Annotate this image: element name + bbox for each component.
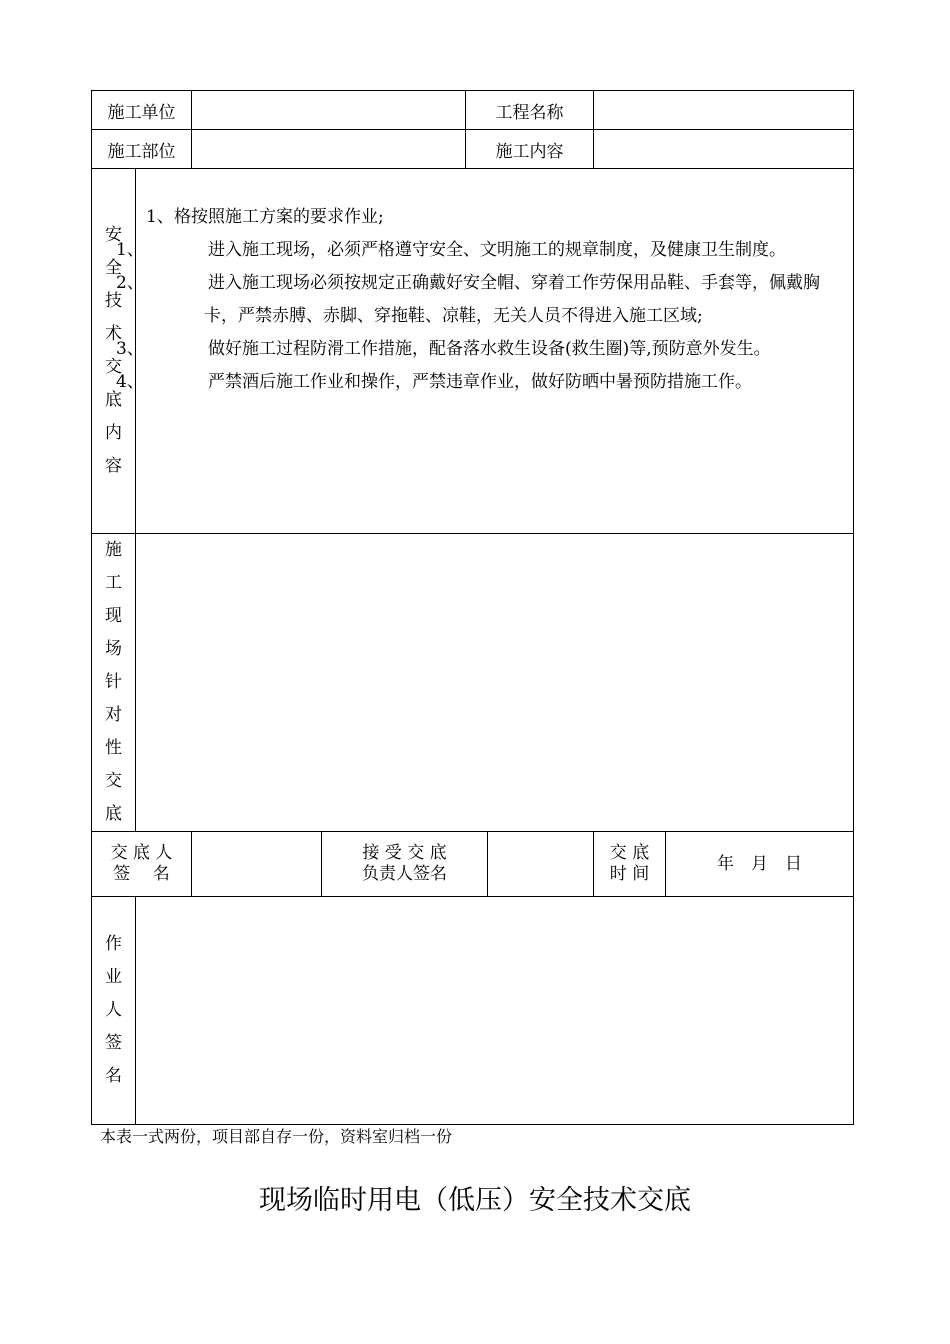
label-char: 场	[105, 639, 122, 659]
label-line: 接 受 交 底	[362, 843, 447, 863]
site-briefing-label	[92, 534, 136, 832]
safety-item: 1、 进入施工现场，必须严格遵守安全、文明施工的规章制度，及健康卫生制度。	[116, 240, 786, 260]
briefing-time-label	[594, 832, 666, 897]
worker-signature-label	[92, 897, 136, 1125]
label-line: 时 间	[609, 864, 650, 884]
label-char: 技	[105, 291, 122, 311]
briefer-signature-label	[92, 832, 192, 897]
label-char: 人	[105, 1000, 122, 1020]
label-char: 术	[105, 324, 122, 344]
safety-item: 2、 进入施工现场必须按规定正确戴好安全帽、穿着工作劳保用品鞋、手套等，佩戴胸卡，严禁赤膊、赤脚、穿拖鞋、凉鞋，无关人员不得进入施工区域;	[116, 273, 820, 326]
construction-content-field[interactable]	[594, 130, 854, 169]
label-char: 针	[105, 672, 122, 692]
item-number: 1、	[146, 207, 174, 227]
label-char: 签	[105, 1033, 122, 1053]
safety-tech-content	[116, 169, 854, 534]
label-char: 底	[105, 390, 122, 410]
label-line: 交 底	[609, 843, 650, 863]
label-char: 现	[105, 606, 122, 626]
label-char: 容	[105, 456, 122, 476]
label-line: 负责人签名	[362, 864, 447, 884]
project-name-field[interactable]	[594, 91, 854, 130]
label-char: 内	[105, 423, 122, 443]
label-char: 工	[105, 573, 122, 593]
site-briefing-field[interactable]	[136, 534, 854, 832]
item-text: 进入施工现场，必须严格遵守安全、文明施工的规章制度，及健康卫生制度。	[208, 240, 786, 260]
label-char: 作	[105, 934, 122, 954]
safety-item	[146, 201, 843, 234]
label-char: 业	[105, 967, 122, 987]
briefer-signature-field[interactable]	[192, 832, 322, 897]
footnote: 本表一式两份，项目部自存一份，资料室归档一份	[100, 1127, 453, 1146]
label-char: 施	[105, 540, 122, 560]
project-name-label: 工程名称	[466, 91, 594, 130]
safety-briefing-form	[91, 90, 854, 1125]
label-char: 交	[105, 771, 122, 791]
label-char: 安	[105, 225, 122, 245]
receiver-signature-field[interactable]	[488, 832, 594, 897]
construction-unit-label: 施工单位	[92, 91, 192, 130]
label-line: 交 底 人	[110, 843, 173, 863]
item-text: 做好施工过程防滑工作措施，配备落水救生设备(救生圈)等,预防意外发生。	[208, 339, 771, 359]
safety-item: 3、 做好施工过程防滑工作措施，配备落水救生设备(救生圈)等,预防意外发生。	[116, 339, 771, 359]
item-text: 格按照施工方案的要求作业;	[174, 207, 384, 227]
item-text: 进入施工现场必须按规定正确戴好安全帽、穿着工作劳保用品鞋、手套等，佩戴胸卡，严禁赤膊、赤脚、穿拖鞋、凉鞋，无关人员不得进入施工区域;	[204, 273, 820, 326]
construction-unit-field[interactable]	[192, 91, 466, 130]
safety-item: 4、 严禁酒后施工作业和操作，严禁违章作业，做好防晒中暑预防措施工作。	[116, 372, 752, 392]
item-text: 严禁酒后施工作业和操作，严禁违章作业，做好防晒中暑预防措施工作。	[208, 372, 752, 392]
construction-part-label: 施工部位	[92, 130, 192, 169]
label-char: 对	[105, 705, 122, 725]
briefing-date-field[interactable]: 年 月 日	[666, 832, 854, 897]
construction-content-label: 施工内容	[466, 130, 594, 169]
construction-part-field[interactable]	[192, 130, 466, 169]
label-line: 签 名	[113, 864, 170, 884]
label-char: 名	[105, 1066, 122, 1086]
worker-signature-field[interactable]	[136, 897, 854, 1125]
receiver-signature-label	[322, 832, 488, 897]
label-char: 全	[105, 258, 122, 278]
next-page-title: 现场临时用电（低压）安全技术交底	[259, 1185, 691, 1216]
label-char: 底	[105, 804, 122, 824]
label-char: 交	[105, 357, 122, 377]
label-char: 性	[105, 738, 122, 758]
